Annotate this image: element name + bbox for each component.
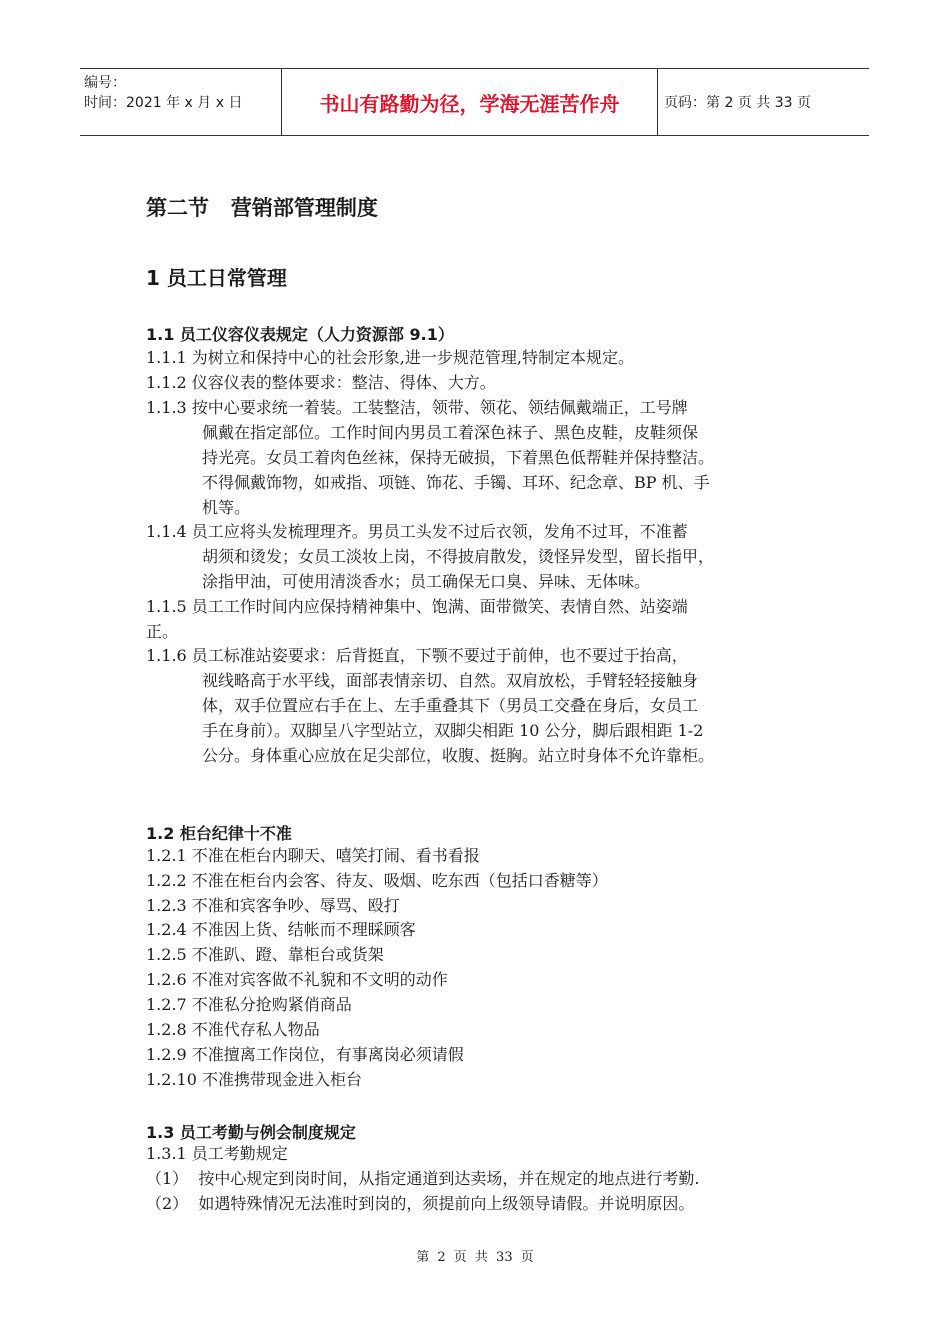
- list-item: 1.2.3 不准和宾客争吵、辱骂、殴打: [146, 896, 400, 915]
- section-title: 第二节 营销部管理制度: [146, 196, 378, 220]
- paragraph-line: 公分。身体重心应放在足尖部位，收腹、挺胸。站立时身体不允许靠柜。: [202, 746, 715, 765]
- page-footer: 第 2 页 共 33 页: [416, 1250, 534, 1265]
- document-date-label: 时间：2021 年 x 月 x 日: [84, 95, 243, 111]
- header-meta-cell: [80, 69, 282, 135]
- page-header: [80, 68, 869, 136]
- list-item: 1.2.8 不准代存私人物品: [146, 1020, 320, 1039]
- paragraph-line: 正。: [146, 622, 179, 641]
- paragraph-line: 胡须和烫发；女员工淡妆上岗，不得披肩散发，烫怪异发型，留长指甲，: [202, 547, 715, 566]
- document-number-label: 编号：: [84, 75, 126, 91]
- paragraph-line: 体，双手位置应右手在上、左手重叠其下（男员工交叠在身后，女员工: [202, 696, 699, 715]
- paragraph-line: 1.1.5 员工工作时间内应保持精神集中、饱满、面带微笑、表情自然、站姿端: [146, 597, 688, 616]
- list-item: 1.2.2 不准在柜台内会客、待友、吸烟、吃东西（包括口香糖等）: [146, 871, 608, 890]
- paragraph-line: 佩戴在指定部位。工作时间内男员工着深色袜子、黑色皮鞋，皮鞋须保: [202, 423, 699, 442]
- list-item: 1.2.4 不准因上货、结帐而不理睬顾客: [146, 920, 416, 939]
- paragraph-line: 1.1.1 为树立和保持中心的社会形象,进一步规范管理,特制定本规定。: [146, 348, 634, 367]
- paragraph-line: 视线略高于水平线，面部表情亲切、自然。双肩放松，手臂轻轻接触身: [202, 671, 699, 690]
- paragraph-line: 持光亮。女员工着肉色丝袜，保持无破损，下着黑色低帮鞋并保持整洁。: [202, 448, 715, 467]
- paragraph-line: 不得佩戴饰物，如戒指、项链、饰花、手镯、耳环、纪念章、BP 机、手: [202, 473, 710, 492]
- subsection-title-1-1: 1.1 员工仪容仪表规定（人力资源部 9.1）: [146, 325, 454, 344]
- header-page-info: 页码：第 2 页 共 33 页: [664, 95, 811, 111]
- paragraph-line: 涂指甲油，可使用清淡香水；员工确保无口臭、异味、无体味。: [202, 572, 651, 591]
- paragraph-line: 1.1.2 仪容仪表的整体要求：整洁、得体、大方。: [146, 373, 496, 392]
- paragraph-line: 手在身前）。双脚呈八字型站立，双脚尖相距 10 公分，脚后跟相距 1-2: [202, 721, 704, 740]
- paragraph-line: （1） 按中心规定到岗时间，从指定通道到达卖场，并在规定的地点进行考勤.: [146, 1169, 700, 1188]
- list-item: 1.2.10 不准携带现金进入柜台: [146, 1070, 362, 1089]
- list-item: 1.2.5 不准趴、蹬、靠柜台或货架: [146, 945, 384, 964]
- list-item: 1.2.9 不准擅离工作岗位，有事离岗必须请假: [146, 1045, 464, 1064]
- header-motto: 书山有路勤为径，学海无涯苦作舟: [282, 69, 658, 135]
- paragraph-line: 1.1.6 员工标准站姿要求：后背挺直，下颚不要过于前伸，也不要过于抬高，: [146, 646, 688, 665]
- subsection-title-1-3: 1.3 员工考勤与例会制度规定: [146, 1123, 356, 1142]
- paragraph-line: 1.1.3 按中心要求统一着装。工装整洁，领带、领花、领结佩戴端正，工号牌: [146, 398, 688, 417]
- list-item: 1.2.1 不准在柜台内聊天、嘻笑打闹、看书看报: [146, 846, 480, 865]
- paragraph-line: 1.3.1 员工考勤规定: [146, 1144, 288, 1163]
- paragraph-line: 1.1.4 员工应将头发梳理理齐。男员工头发不过后衣领，发角不过耳，不准蓄: [146, 522, 688, 541]
- paragraph-line: （2） 如遇特殊情况无法准时到岗的，须提前向上级领导请假。并说明原因。: [146, 1194, 695, 1213]
- chapter-title: 1 员工日常管理: [146, 266, 287, 290]
- subsection-title-1-2: 1.2 柜台纪律十不准: [146, 824, 292, 843]
- paragraph-line: 机等。: [202, 498, 251, 517]
- list-item: 1.2.6 不准对宾客做不礼貌和不文明的动作: [146, 970, 448, 989]
- list-item: 1.2.7 不准私分抢购紧俏商品: [146, 995, 352, 1014]
